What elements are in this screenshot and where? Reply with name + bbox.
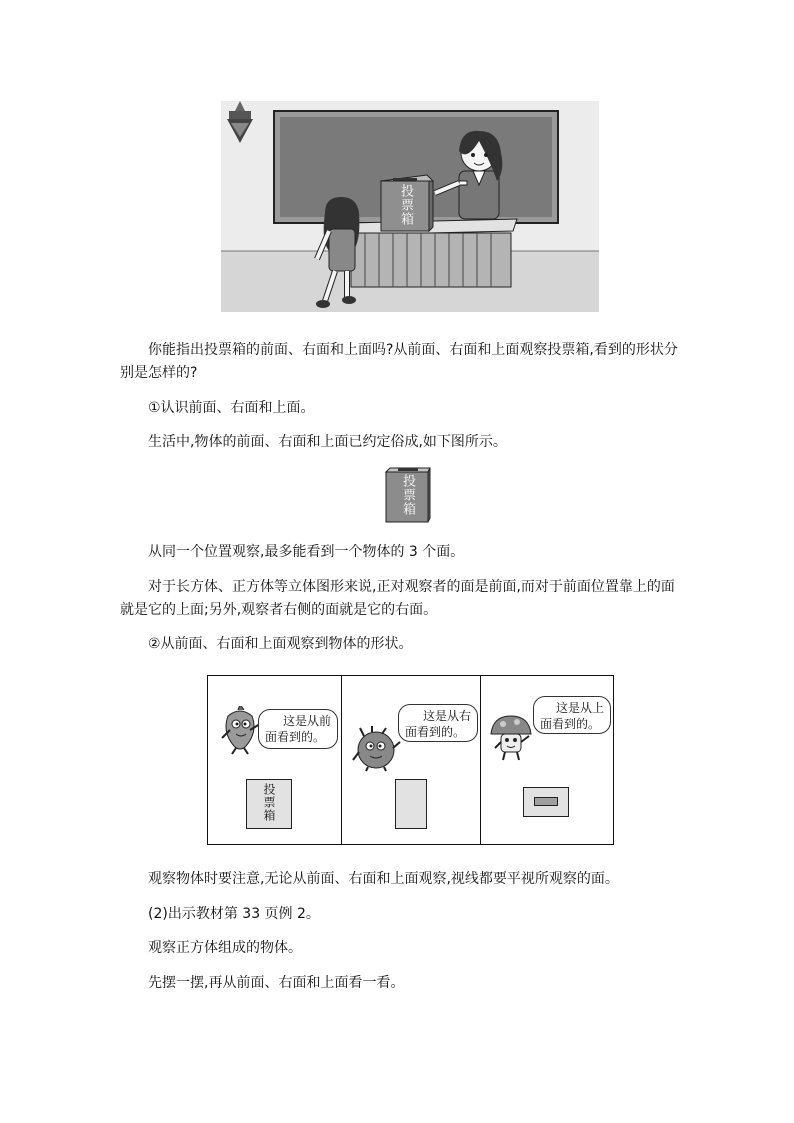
paragraph-8: (2)出示教材第 33 页例 2。 bbox=[148, 906, 320, 922]
paragraph-6: ②从前面、右面和上面观察到物体的形状。 bbox=[148, 636, 413, 652]
character-mushroom-icon bbox=[487, 714, 535, 762]
bubble-line-2: 面看到的。 bbox=[540, 717, 601, 731]
speech-bubble bbox=[533, 696, 611, 734]
paragraph-2: ①认识前面、右面和上面。 bbox=[148, 400, 315, 416]
paragraph-7: 观察物体时要注意,无论从前面、右面和上面观察,视线都要平视所观察的面。 bbox=[148, 871, 619, 887]
character-pepper-icon bbox=[216, 706, 264, 756]
bubble-line-1: 这是从上 bbox=[555, 701, 604, 715]
box-figure-label: 投票箱 bbox=[400, 474, 415, 516]
paragraph-1-line-2: 别是怎样的? bbox=[120, 365, 198, 381]
paragraph-4: 从同一个位置观察,最多能看到一个物体的 3 个面。 bbox=[148, 544, 465, 560]
speech-bubble bbox=[258, 709, 338, 749]
paragraph-5-line-2: 就是它的上面;另外,观察者右侧的面就是它的右面。 bbox=[120, 602, 438, 618]
paragraph-1-line-1: 你能指出投票箱的前面、右面和上面吗?从前面、右面和上面观察投票箱,看到的形状分 bbox=[148, 342, 678, 358]
paragraph-9: 观察正方体组成的物体。 bbox=[148, 940, 302, 956]
classroom-illustration bbox=[221, 101, 599, 312]
paragraph-10: 先摆一摆,再从前面、右面和上面看一看。 bbox=[148, 975, 405, 991]
front-view-label: 投票箱 bbox=[262, 783, 276, 822]
panel-right-view bbox=[341, 675, 481, 845]
panel-top-view bbox=[480, 675, 614, 845]
paragraph-5-line-1: 对于长方体、正方体等立体图形来说,正对观察者的面是前面,而对于前面位置靠上的面 bbox=[148, 579, 675, 595]
paragraph-3: 生活中,物体的前面、右面和上面已约定俗成,如下图所示。 bbox=[148, 434, 507, 450]
panel-front-view bbox=[207, 675, 342, 845]
bubble-line-1: 这是从右 bbox=[422, 709, 471, 723]
bubble-line-2: 面看到的。 bbox=[265, 730, 326, 744]
top-view-shape bbox=[523, 787, 569, 817]
front-view-shape bbox=[246, 779, 292, 829]
speech-bubble bbox=[398, 704, 478, 742]
bubble-line-2: 面看到的。 bbox=[405, 725, 466, 739]
bubble-line-1: 这是从前 bbox=[282, 714, 331, 728]
right-view-shape bbox=[395, 779, 427, 829]
pennant-icon bbox=[227, 101, 253, 143]
box-figure bbox=[384, 466, 432, 524]
ballot-box-label: 投票箱 bbox=[398, 184, 413, 226]
character-chestnut-icon bbox=[350, 726, 402, 772]
top-view-slot bbox=[534, 797, 558, 806]
